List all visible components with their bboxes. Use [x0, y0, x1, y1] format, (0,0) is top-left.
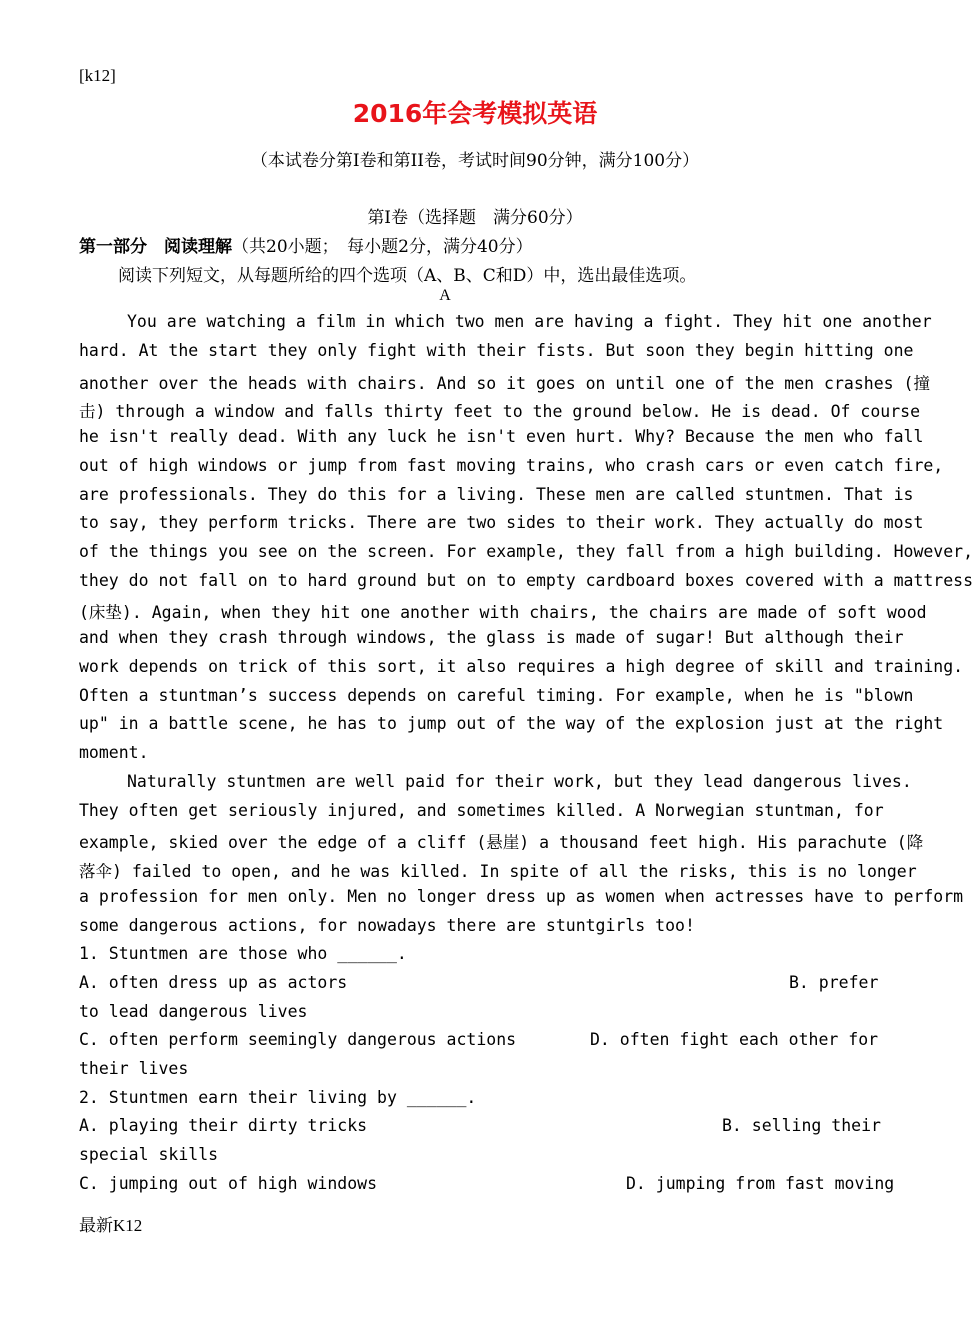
passage-line: work depends on trick of this sort, it also requires a high degree of skill and training.	[79, 657, 964, 676]
passage-line: You are watching a film in which two men are having a fight. They hit one another	[127, 312, 932, 331]
section-heading	[79, 232, 533, 257]
passage-line: Often a stuntman’s success depends on careful timing. For example, when he is "blown	[79, 686, 914, 705]
passage-line: a profession for men only. Men no longer dress up as women when actresses have to perform	[79, 887, 964, 906]
option-d: D. jumping from fast moving	[626, 1174, 895, 1193]
passage-line: 落伞) failed to open, and he was killed. In spite of all the risks, this is no longer	[79, 862, 917, 881]
section-note: （共20小题； 每小题2分，满分40分）	[232, 237, 533, 257]
option-b: B. prefer	[789, 973, 879, 992]
passage-line: he isn't really dead. With any luck he isn't even hurt. Why? Because the men who fall	[79, 427, 924, 446]
section-label: 第一部分 阅读理解	[79, 237, 232, 257]
option-a: A. playing their dirty tricks	[79, 1116, 368, 1135]
passage-line: to say, they perform tricks. There are two sides to their work. They actually do most	[79, 513, 924, 532]
exam-subtitle: （本试卷分第Ⅰ卷和第II卷，考试时间90分钟，满分100分）	[250, 151, 700, 171]
passage-line: Naturally stuntmen are well paid for their work, but they lead dangerous lives.	[127, 772, 912, 791]
page-footer: 最新K12	[79, 1216, 143, 1235]
passage-line: are professionals. They do this for a living. These men are called stuntmen. That is	[79, 485, 914, 504]
passage-line: hard. At the start they only fight with their fists. But soon they begin hitting one	[79, 341, 914, 360]
option-b-continued: to lead dangerous lives	[79, 1002, 308, 1021]
passage-line: of the things you see on the screen. For example, they fall from a high building. However,	[79, 542, 973, 561]
option-b-continued: special skills	[79, 1145, 219, 1164]
option-c: C. jumping out of high windows	[79, 1174, 378, 1193]
passage-line: (床垫). Again, when they hit one another with chairs, the chairs are made of soft wood	[79, 603, 927, 622]
passage-line: example, skied over the edge of a cliff (悬崖) a thousand feet high. His parachute (降	[79, 833, 924, 852]
passage-line: out of high windows or jump from fast moving trains, who crash cars or even catch fire,	[79, 456, 944, 475]
passage-line: They often get seriously injured, and sometimes killed. A Norwegian stuntman, for	[79, 801, 884, 820]
passage-line: moment.	[79, 743, 149, 762]
header-tag: [k12]	[79, 66, 116, 85]
passage-line: and when they crash through windows, the glass is made of sugar! But although their	[79, 628, 904, 647]
passage-line: they do not fall on to hard ground but on to empty cardboard boxes covered with a mattress	[79, 571, 973, 590]
question-stem: 1. Stuntmen are those who ______.	[79, 944, 407, 963]
passage-label: A	[439, 287, 451, 304]
option-d-continued: their lives	[79, 1059, 189, 1078]
option-b: B. selling their	[722, 1116, 881, 1135]
part-heading: 第Ⅰ卷（选择题 满分60分）	[367, 208, 583, 228]
question-stem: 2. Stuntmen earn their living by ______.	[79, 1088, 477, 1107]
instructions: 阅读下列短文，从每题所给的四个选项（A、B、C和D）中，选出最佳选项。	[118, 266, 697, 286]
passage-line: some dangerous actions, for nowadays there are stuntgirls too!	[79, 916, 695, 935]
passage-line: another over the heads with chairs. And so it goes on until one of the men crashes (撞	[79, 374, 930, 393]
option-c: C. often perform seemingly dangerous actions	[79, 1030, 517, 1049]
option-a: A. often dress up as actors	[79, 973, 348, 992]
option-d: D. often fight each other for	[590, 1030, 879, 1049]
passage-line: up" in a battle scene, he has to jump out of the way of the explosion just at the right	[79, 714, 944, 733]
page-title: 2016年会考模拟英语	[352, 99, 598, 128]
passage-line: 击) through a window and falls thirty feet to the ground below. He is dead. Of course	[79, 402, 921, 421]
